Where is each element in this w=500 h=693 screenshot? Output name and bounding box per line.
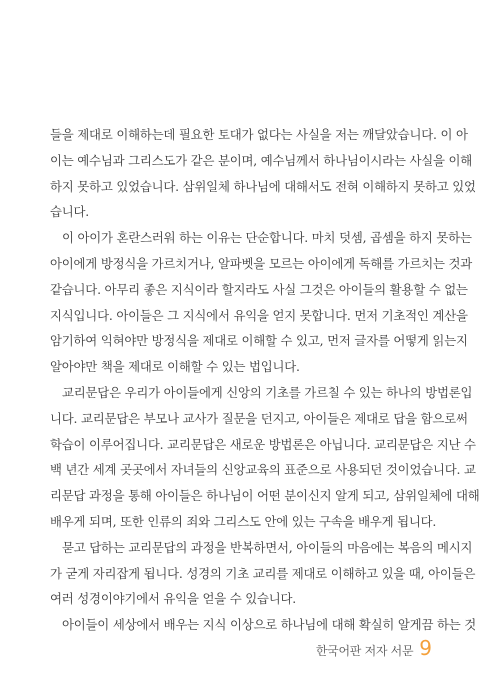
text-line: 아이에게 방정식을 가르치거나, 알파벳을 모르는 아이에게 독해를 가르치는 것과: [50, 255, 473, 271]
page-number: 9: [419, 636, 432, 660]
paragraph-first-line: 이 아이가 혼란스러워 하는 이유는 단순합니다. 마치 덧셈, 곱셈을 하지 못하는: [62, 230, 472, 246]
text-line: 지식입니다. 아이들은 그 지식에서 유익을 얻지 못합니다. 먼저 기초적인 계산을: [50, 307, 468, 323]
paragraph-first-line: 교리문답은 우리가 아이들에게 신앙의 기초를 가르칠 수 있는 하나의 방법론입: [62, 384, 473, 400]
running-footer-title: 한국어판 저자 서문: [315, 644, 414, 658]
text-line: 이는 예수님과 그리스도가 같은 분이며, 예수님께서 하나님이시라는 사실을 이해: [50, 152, 473, 168]
paragraph-first-line: 묻고 답하는 교리문답의 과정을 반복하면서, 아이들의 마음에는 복음의 메시지: [62, 539, 473, 555]
text-line: 학습이 이루어집니다. 교리문답은 새로운 방법론은 아닙니다. 교리문답은 지난 수: [50, 436, 476, 452]
page-footer: [316, 636, 432, 660]
text-line: 여러 성경이야기에서 유익을 얻을 수 있습니다.: [50, 591, 297, 607]
text-line: 니다. 교리문답은 부모나 교사가 질문을 던지고, 아이들은 제대로 답을 함으로써: [50, 410, 468, 426]
text-line: 리문답 과정을 통해 아이들은 하나님이 어떤 분이신지 알게 되고, 삼위일체에 대해: [50, 488, 480, 504]
text-line: 암기하여 익혀야만 방정식을 제대로 이해할 수 있고, 먼저 글자를 어떻게 읽는지: [50, 333, 468, 349]
text-line: 백 년간 세계 곳곳에서 자녀들의 신앙교육의 표준으로 사용되던 것이었습니다. 교: [50, 462, 476, 478]
body-text: [50, 122, 480, 638]
text-line: 습니다.: [50, 204, 90, 220]
text-line: 같습니다. 아무리 좋은 지식이라 할지라도 사실 그것은 아이들의 활용할 수 없는: [50, 281, 468, 297]
text-line: 하지 못하고 있었습니다. 삼위일체 하나님에 대해서도 전혀 이해하지 못하고 있었: [50, 178, 476, 194]
text-line: 가 굳게 자리잡게 됩니다. 성경의 기초 교리를 제대로 이해하고 있을 때, 아이들은: [50, 565, 476, 581]
text-line: 배우게 되며, 또한 인류의 죄와 그리스도 안에 있는 구속을 배우게 됩니다.: [50, 513, 437, 529]
paragraph-first-line: 아이들이 세상에서 배우는 지식 이상으로 하나님에 대해 확실히 알게끔 하는 것: [62, 617, 477, 633]
text-line: 들을 제대로 이해하는데 필요한 토대가 없다는 사실을 저는 깨달았습니다. 이 아: [50, 127, 468, 142]
text-line: 알아야만 책을 제대로 이해할 수 있는 법입니다.: [50, 359, 300, 375]
